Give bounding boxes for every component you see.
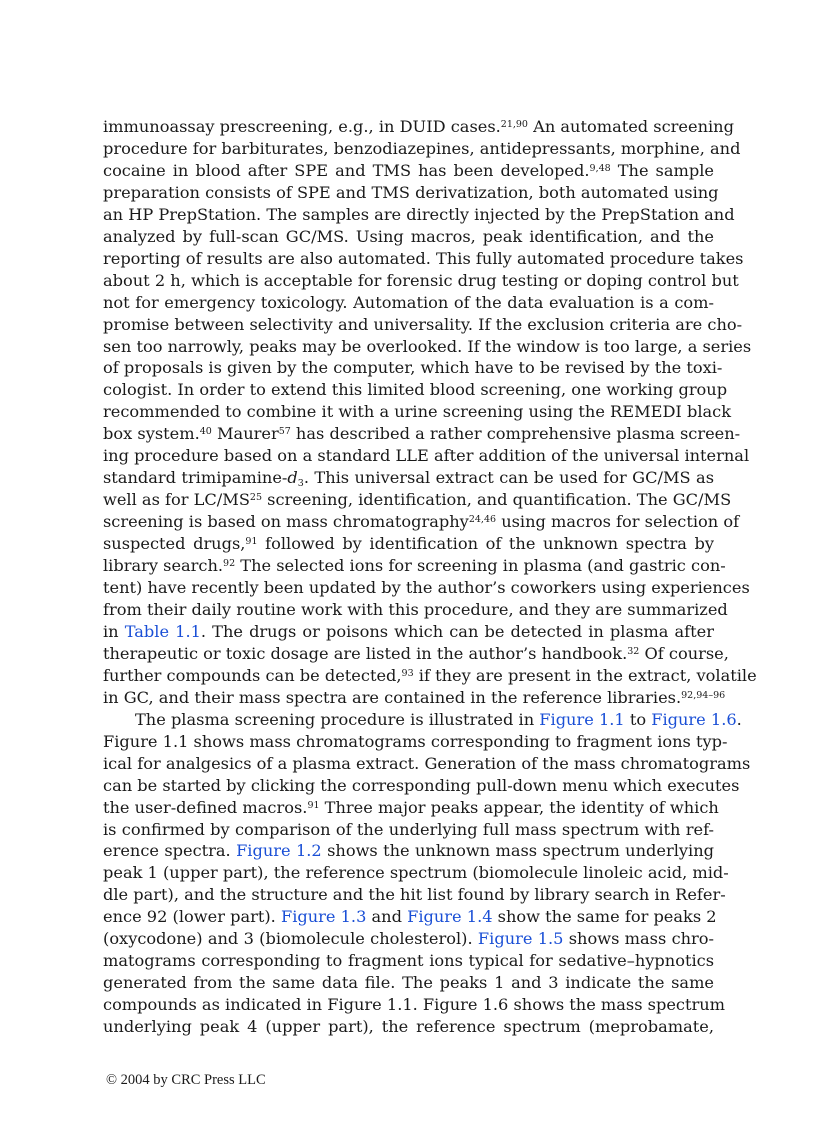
citation-superscript: 9,48 <box>589 162 611 174</box>
figure-1-1-link[interactable]: Figure 1.1 <box>539 709 625 729</box>
text-line: compounds as indicated in Figure 1.1. Figure 1.6 shows the mass spectrum <box>103 995 726 1015</box>
text-line: reporting of results are also automated. This fully automated procedure takes <box>103 248 744 268</box>
paragraph-2 <box>103 709 751 1038</box>
text-line: tent) have recently been updated by the author’s coworkers using experiences <box>103 578 750 598</box>
text-line: in GC, and their mass spectra are contained in the reference libraries.$^{92,94-96}$ <box>103 687 726 707</box>
text-line: about 2 h, which is acceptable for forensic drug testing or doping control but <box>103 270 739 290</box>
text-line: from their daily routine work with this procedure, and they are summarized <box>103 599 728 619</box>
citation-superscript: 92,94–96 <box>681 689 726 701</box>
text-line: The plasma screening procedure is illustrated in Figure 1.1 to Figure 1.6. <box>135 709 742 729</box>
figure-1-4-link[interactable]: Figure 1.4 <box>407 907 493 927</box>
text-line: an HP PrepStation. The samples are directly injected by the PrepStation and <box>103 204 735 224</box>
text-line: preparation consists of SPE and TMS derivatization, both automated using <box>103 182 719 202</box>
text-line: matograms corresponding to fragment ions typical for sedative–hypnotics <box>103 951 714 971</box>
table-1-1-link[interactable]: Table 1.1 <box>124 621 201 641</box>
citation-superscript: 32 <box>627 645 640 657</box>
text-line: erence spectra. Figure 1.2 shows the unknown mass spectrum underlying <box>103 841 714 861</box>
copyright-footer: © 2004 by CRC Press LLC <box>106 1072 266 1088</box>
text-line: cocaine in blood after SPE and TMS has been developed.$^{9,48}$ The sample <box>103 160 714 180</box>
text-line: is confirmed by comparison of the underlying full mass spectrum with ref- <box>103 819 714 839</box>
text-line: can be started by clicking the corresponding pull-down menu which executes <box>103 775 740 795</box>
text-line: promise between selectivity and universality. If the exclusion criteria are cho- <box>103 314 743 334</box>
text-line: immunoassay prescreening, e.g., in DUID cases.$^{21,90}$ An automated screening <box>103 117 734 136</box>
text-line: recommended to combine it with a urine screening using the REMEDI black <box>103 402 732 422</box>
text-line: generated from the same data file. The peaks 1 and 3 indicate the same <box>103 973 714 993</box>
text-line: (oxycodone) and 3 (biomolecule cholesterol). Figure 1.5 shows mass chro- <box>103 929 715 949</box>
citation-superscript: 92 <box>223 558 236 570</box>
citation-superscript: 91 <box>307 799 320 811</box>
figure-1-3-link[interactable]: Figure 1.3 <box>280 907 367 927</box>
text-line: underlying peak 4 (upper part), the reference spectrum (meprobamate, <box>103 1017 714 1037</box>
citation-superscript: 93 <box>401 667 414 679</box>
text-line: analyzed by full-scan GC/MS. Using macros, peak identification, and the <box>103 226 714 246</box>
text-line: cologist. In order to extend this limited blood screening, one working group <box>103 380 728 400</box>
text-line: of proposals is given by the computer, which have to be revised by the toxi- <box>103 358 723 378</box>
figure-1-5-link[interactable]: Figure 1.5 <box>477 929 564 949</box>
text-line: sen too narrowly, peaks may be overlooked. If the window is too large, a series <box>103 336 752 356</box>
citation-superscript: 57 <box>278 426 291 438</box>
text-line: ing procedure based on a standard LLE after addition of the universal internal <box>103 446 750 466</box>
text-line: dle part), and the structure and the hit list found by library search in Refer- <box>103 885 726 905</box>
text-line: standard trimipamine-$d_3$. This universal extract can be used for GC/MS as <box>103 468 715 490</box>
citation-superscript: 40 <box>199 426 212 438</box>
citation-superscript: 91 <box>245 536 258 548</box>
paragraph-1 <box>103 116 757 709</box>
text-line: Figure 1.1 shows mass chromatograms corresponding to fragment ions typ- <box>103 731 728 751</box>
text-line: procedure for barbiturates, benzodiazepines, antidepressants, morphine, and <box>103 138 741 158</box>
text-line: box system.$^{40}$ Maurer$^{57}$ has described a rather comprehensive plasma screen- <box>103 424 741 444</box>
text-line: therapeutic or toxic dosage are listed in the author’s handbook.$^{32}$ Of course, <box>103 643 729 663</box>
citation-superscript: 24,46 <box>468 514 497 526</box>
text-line: ical for analgesics of a plasma extract. Generation of the mass chromatograms <box>103 753 751 773</box>
text-line: peak 1 (upper part), the reference spectrum (biomolecule linoleic acid, mid- <box>103 863 729 883</box>
figure-1-2-link[interactable]: Figure 1.2 <box>236 841 322 861</box>
citation-superscript: 25 <box>249 492 263 504</box>
text-line: screening is based on mass chromatography$^{24,46}$ using macros for selection of <box>103 512 740 532</box>
text-line: in Table 1.1. The drugs or poisons which can be detected in plasma after <box>103 621 714 641</box>
text-line: the user-defined macros.$^{91}$ Three major peaks appear, the identity of which <box>103 797 719 817</box>
text-line: further compounds can be detected,$^{93}$ if they are present in the extract, volatile <box>103 665 757 685</box>
citation-superscript: 21,90 <box>500 119 528 130</box>
figure-1-6-link[interactable]: Figure 1.6 <box>651 709 737 729</box>
text-line: not for emergency toxicology. Automation of the data evaluation is a com- <box>103 292 714 312</box>
text-line: library search.$^{92}$ The selected ions for screening in plasma (and gastric con- <box>103 556 726 576</box>
page-body <box>103 116 757 1038</box>
text-line: ence 92 (lower part). Figure 1.3 and Figure 1.4 show the same for peaks 2 <box>103 907 717 927</box>
subscript: 3 <box>297 478 304 490</box>
text-line: suspected drugs,$^{91}$ followed by identification of the unknown spectra by <box>103 534 714 554</box>
text-line: well as for LC/MS$^{25}$ screening, identification, and quantification. The GC/MS <box>103 490 732 510</box>
